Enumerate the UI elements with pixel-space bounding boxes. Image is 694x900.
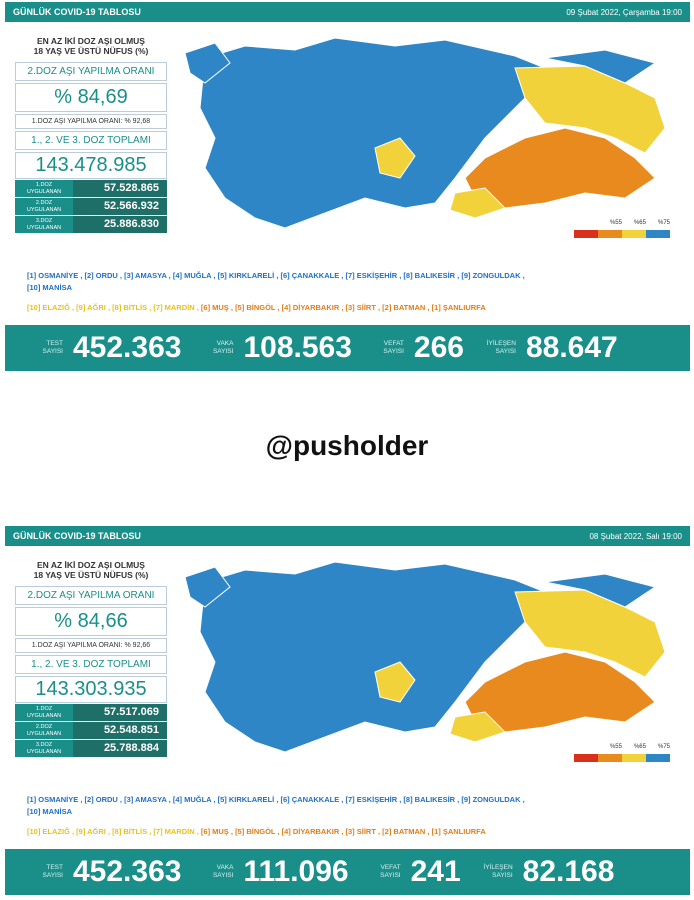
panel-title: GÜNLÜK COVID-19 TABLOSU	[13, 531, 141, 541]
stat-value: 88.647	[525, 331, 618, 364]
stat-test: TEST SAYISI 452.363	[42, 855, 182, 888]
legend-red	[574, 754, 598, 762]
dose-value: 52.566.932	[73, 198, 167, 215]
vaccination-summary	[15, 36, 167, 234]
second-dose-value: % 84,69	[15, 83, 167, 112]
stat-value: 82.168	[522, 855, 615, 888]
province-rankings	[27, 270, 667, 314]
daily-stats-bar	[5, 325, 690, 371]
province-rankings	[27, 794, 667, 838]
first-dose-rate: 1.DOZ AŞI YAPILMA ORANI: % 92,66	[15, 638, 167, 653]
bottom-provinces-orange: [6] MUŞ , [5] BİNGÖL , [4] DİYARBAKIR , [3] SİİRT , [2] BATMAN , [1] ŞANLIURFA	[198, 303, 486, 312]
legend-label: %75	[657, 220, 670, 226]
map-legend-scale	[574, 230, 670, 238]
vaccination-title-line-1: EN AZ İKİ DOZ AŞI OLMUŞ	[37, 36, 145, 46]
panel-title: GÜNLÜK COVID-19 TABLOSU	[13, 7, 141, 17]
dose-value: 57.528.865	[73, 180, 167, 197]
legend-blue	[646, 754, 670, 762]
vaccination-title-line-1: EN AZ İKİ DOZ AŞI OLMUŞ	[37, 560, 145, 570]
map-legend-labels	[610, 220, 670, 226]
covid-table-panel-2	[5, 526, 690, 898]
dose-label: 2.DOZ UYGULANAN	[15, 198, 73, 215]
legend-yellow	[622, 230, 646, 238]
second-dose-label: 2.DOZ AŞI YAPILMA ORANI	[15, 586, 167, 605]
vaccination-summary	[15, 560, 167, 758]
panel-header	[5, 526, 690, 546]
top-provinces: [1] OSMANİYE , [2] ORDU , [3] AMASYA , [4] MUĞLA , [5] KIRKLARELİ , [6] ÇANAKKALE , [7] ESKİŞEHİR , [8] BALIKESİR , [9] ZONGULDAK ,	[27, 795, 525, 804]
stat-deaths: VEFAT SAYISI 241	[380, 855, 461, 888]
legend-label: %65	[633, 744, 646, 750]
legend-label: %65	[633, 220, 646, 226]
vaccination-title-line-2: 18 YAŞ VE ÜSTÜ NÜFUS (%)	[33, 46, 149, 56]
legend-blue	[646, 230, 670, 238]
legend-label: %55	[609, 220, 622, 226]
first-dose-rate: 1.DOZ AŞI YAPILMA ORANI: % 92,68	[15, 114, 167, 129]
panel-date: 08 Şubat 2022, Salı 19:00	[589, 531, 682, 541]
vaccination-title-line-2: 18 YAŞ VE ÜSTÜ NÜFUS (%)	[33, 570, 149, 580]
panel-date: 09 Şubat 2022, Çarşamba 19:00	[566, 7, 682, 17]
dose-row-3	[15, 740, 167, 757]
legend-orange	[598, 754, 622, 762]
total-dose-label: 1., 2. VE 3. DOZ TOPLAMI	[15, 655, 167, 674]
dose-row-1	[15, 704, 167, 721]
vaccination-title	[15, 36, 167, 56]
second-dose-label: 2.DOZ AŞI YAPILMA ORANI	[15, 62, 167, 81]
second-dose-value: % 84,66	[15, 607, 167, 636]
dose-value: 57.517.069	[73, 704, 167, 721]
dose-value: 52.548.851	[73, 722, 167, 739]
stat-test: TEST SAYISI 452.363	[42, 331, 182, 364]
dose-value: 25.788.884	[73, 740, 167, 757]
stat-cases: VAKA SAYISI 111.096	[212, 855, 349, 888]
dose-value: 25.886.830	[73, 216, 167, 233]
top-provinces-2: [10] MANİSA	[27, 807, 73, 816]
panel-header	[5, 2, 690, 22]
map-legend-scale	[574, 754, 670, 762]
stat-value: 452.363	[73, 855, 182, 888]
dose-row-2	[15, 198, 167, 215]
bottom-provinces	[27, 826, 667, 838]
dose-label: 3.DOZ UYGULANAN	[15, 216, 73, 233]
legend-red	[574, 230, 598, 238]
covid-table-panel-1	[5, 2, 690, 374]
dose-label: 3.DOZ UYGULANAN	[15, 740, 73, 757]
top-provinces: [1] OSMANİYE , [2] ORDU , [3] AMASYA , [4] MUĞLA , [5] KIRKLARELİ , [6] ÇANAKKALE , [7] ESKİŞEHİR , [8] BALIKESİR , [9] ZONGULDAK ,	[27, 271, 525, 280]
watermark-handle: @pusholder	[265, 430, 429, 461]
bottom-provinces-yellow: [10] ELAZIĞ , [9] AĞRI , [8] BİTLİS , [7] MARDİN ,	[27, 303, 199, 312]
dose-label: 2.DOZ UYGULANAN	[15, 722, 73, 739]
total-dose-value: 143.478.985	[15, 152, 167, 179]
stat-value: 108.563	[243, 331, 352, 364]
stat-value: 111.096	[243, 855, 349, 888]
legend-label: %75	[657, 744, 670, 750]
stat-value: 266	[413, 331, 464, 364]
vaccination-title	[15, 560, 167, 580]
dose-row-1	[15, 180, 167, 197]
total-dose-label: 1., 2. VE 3. DOZ TOPLAMI	[15, 131, 167, 150]
legend-label: %55	[609, 744, 622, 750]
total-dose-value: 143.303.935	[15, 676, 167, 703]
dose-label: 1.DOZ UYGULANAN	[15, 704, 73, 721]
stat-recovered: İYİLEŞEN SAYISI 82.168	[483, 855, 615, 888]
bottom-provinces-orange: [6] MUŞ , [5] BİNGÖL , [4] DİYARBAKIR , [3] SİİRT , [2] BATMAN , [1] ŞANLIURFA	[198, 827, 486, 836]
map-legend-labels	[610, 744, 670, 750]
bottom-provinces-yellow: [10] ELAZIĞ , [9] AĞRI , [8] BİTLİS , [7] MARDİN ,	[27, 827, 199, 836]
dose-label: 1.DOZ UYGULANAN	[15, 180, 73, 197]
stat-cases: VAKA SAYISI 108.563	[212, 331, 352, 364]
dose-row-3	[15, 216, 167, 233]
bottom-provinces	[27, 302, 667, 314]
stat-recovered: İYİLEŞEN SAYISI 88.647	[486, 331, 618, 364]
stat-value: 241	[410, 855, 461, 888]
dose-row-2	[15, 722, 167, 739]
stat-deaths: VEFAT SAYISI 266	[383, 331, 464, 364]
legend-yellow	[622, 754, 646, 762]
daily-stats-bar	[5, 849, 690, 895]
top-provinces-2: [10] MANİSA	[27, 283, 73, 292]
legend-orange	[598, 230, 622, 238]
stat-value: 452.363	[73, 331, 182, 364]
